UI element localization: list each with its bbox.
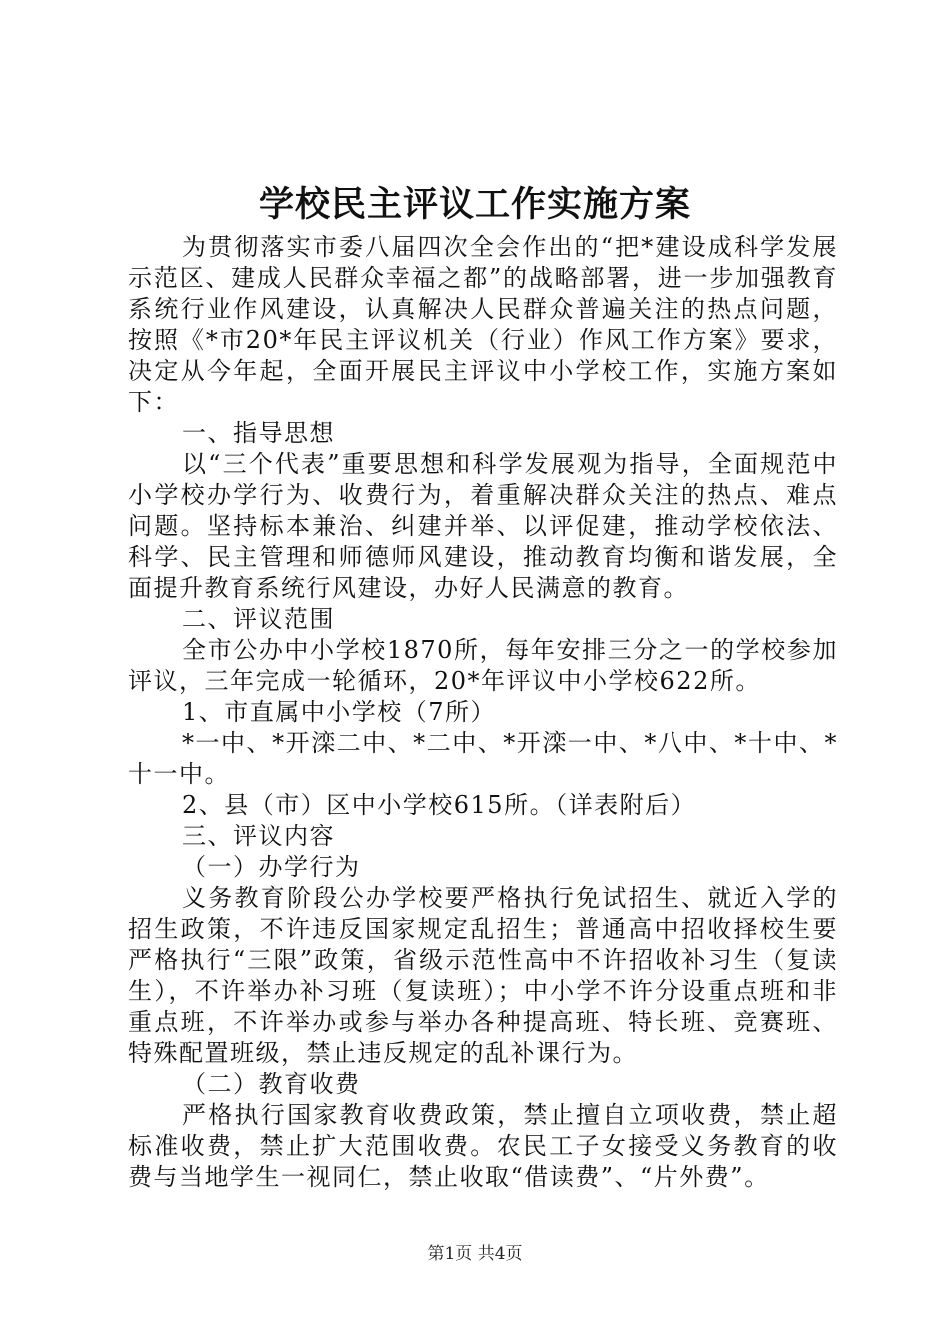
paragraph-intro: 为贯彻落实市委八届四次全会作出的“把*建设成科学发展示范区、建成人民群众幸福之都”的战略部署，进一步加强教育系统行业作风建设，认真解决人民群众普遍关注的热点问题，按照《*市20*年民主评议机关（行业）作风工作方案》要求，决定从今年起，全面开展民主评议中小学校工作，实施方案如下：: [128, 233, 838, 416]
paragraph-evaluation-scope: 全市公办中小学校1870所，每年安排三分之一的学校参加评议，三年完成一轮循环，20*年评议中小学校622所。: [128, 636, 838, 695]
page-number-footer: 第1页 共4页: [427, 1244, 523, 1264]
subheading-education-fees: （二）教育收费: [182, 1070, 361, 1098]
heading-evaluation-content: 三、评议内容: [182, 822, 335, 850]
document-title: 学校民主评议工作实施方案: [258, 185, 691, 225]
subheading-county-schools: 2、县（市）区中小学校615所。（详表附后）: [182, 791, 697, 819]
paragraph-city-schools-list: *一中、*开滦二中、*二中、*开滦一中、*八中、*十中、*十一中。: [128, 729, 838, 788]
subheading-city-schools: 1、市直属中小学校（7所）: [182, 698, 497, 726]
subheading-school-conduct: （一）办学行为: [182, 853, 361, 881]
heading-evaluation-scope: 二、评议范围: [182, 605, 335, 633]
paragraph-education-fees: 严格执行国家教育收费政策，禁止擅自立项收费，禁止超标准收费，禁止扩大范围收费。农民工子女接受义务教育的收费与当地学生一视同仁，禁止收取“借读费”、“片外费”。: [128, 1101, 838, 1191]
document-body: [128, 232, 838, 1193]
paragraph-guiding-ideology: 以“三个代表”重要思想和科学发展观为指导，全面规范中小学校办学行为、收费行为，着重解决群众关注的热点、难点问题。坚持标本兼治、纠建并举、以评促建，推动学校依法、科学、民主管理和师德师风建设，推动教育均衡和谐发展，全面提升教育系统行风建设，办好人民满意的教育。: [128, 450, 838, 602]
paragraph-school-conduct: 义务教育阶段公办学校要严格执行免试招生、就近入学的招生政策，不许违反国家规定乱招生；普通高中招收择校生要严格执行“三限”政策，省级示范性高中不许招收补习生（复读生），不许举办补习班（复读班）；中小学不许分设重点班和非重点班，不许举办或参与举办各种提高班、特长班、竞赛班、特殊配置班级，禁止违反规定的乱补课行为。: [128, 884, 838, 1067]
heading-guiding-ideology: 一、指导思想: [182, 419, 335, 447]
